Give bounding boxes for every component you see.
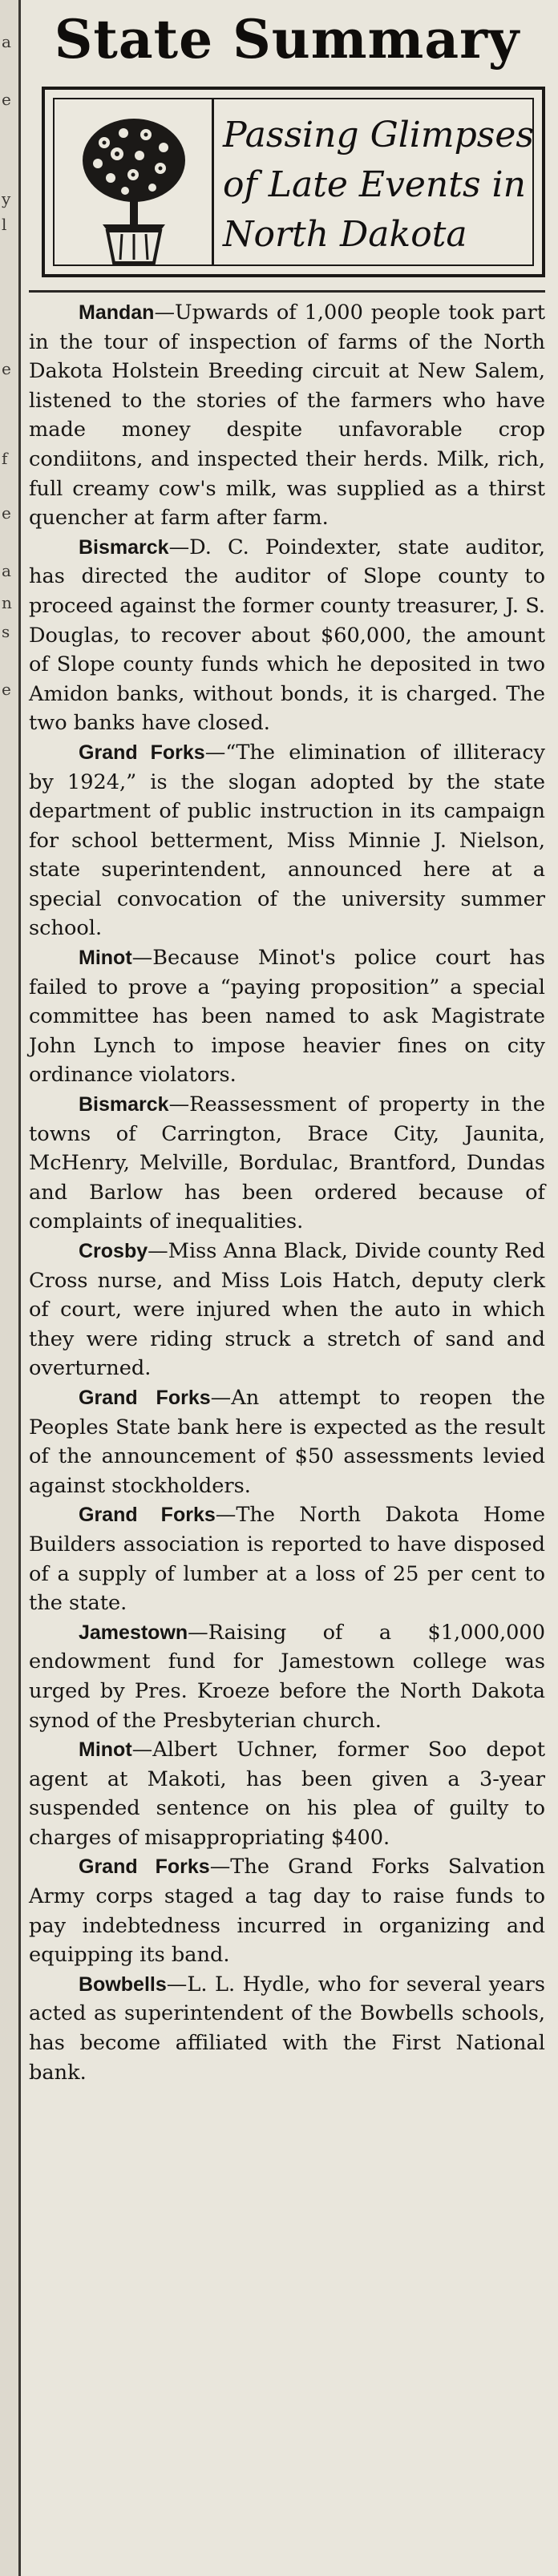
- news-items: [29, 298, 545, 2087]
- news-body: D. C. Poindexter, state auditor, has directed the auditor of Slope county to proceed against the former county treasurer, J. S. Douglas, to recover about $60,000, the amount of Slope county funds which he deposited in two Amidon banks, without bonds, it is charged. The two banks have closed.: [29, 535, 545, 736]
- dateline: Minot: [79, 947, 132, 970]
- banner-line: of Late Events in: [223, 164, 526, 205]
- dateline: Mandan: [79, 301, 155, 324]
- banner-line: North Dakota: [223, 214, 467, 255]
- banner-frame: [53, 98, 534, 266]
- news-item: Mandan—Upwards of 1,000 people took part in the tour of inspection of farms of the North Dakota Holstein Breeding circuit at New Salem, listened to the stories of the farmers who have made money despite unfavorable crop condiitons, and inspected their herds. Milk, rich, full creamy cow's milk, was supplied as a thirst quencher at farm after farm.: [29, 301, 545, 531]
- news-body: Albert Uchner, former Soo depot agent at Makoti, has been given a 3-year suspended sentence on his plea of guilty to charges of misappropriating $400.: [29, 1738, 545, 1850]
- gutter-letter: a: [2, 32, 11, 51]
- dateline: Grand Forks: [79, 1504, 216, 1527]
- gutter-letter: e: [2, 359, 11, 378]
- gutter-letter: n: [2, 593, 12, 612]
- gutter-letter: y: [2, 189, 11, 208]
- dateline: Grand Forks: [79, 741, 205, 764]
- news-body: Raising of a $1,000,000 endowment fund for Jamestown college was urged by Pres. Kroeze before the North Dakota synod of the Presbyterian church.: [29, 1620, 545, 1733]
- news-item: Bowbells—L. L. Hydle, who for several years acted as superintendent of the Bowbells schools, has become affiliated with the First National bank.: [29, 1972, 545, 2085]
- dateline: Minot: [79, 1738, 132, 1762]
- news-item: Bismarck—Reassessment of property in the towns of Carrington, Brace City, Jaunita, McHenry, Melville, Bordulac, Brantford, Dundas and Barlow has been ordered because of complaints of inequalities.: [29, 1092, 545, 1234]
- news-item: Grand Forks—The Grand Forks Salvation Army corps staged a tag day to raise funds to pay indebtedness incurred in organizing and equipping its band.: [29, 1855, 545, 1968]
- dateline: Crosby: [79, 1240, 148, 1262]
- news-body: Miss Anna Black, Divide county Red Cross nurse, and Miss Lois Hatch, deputy clerk of court, were injured when the auto in which they were riding struck a stretch of sand and overturned.: [29, 1239, 545, 1381]
- dateline: Grand Forks: [79, 1386, 211, 1409]
- potted-tree-icon: [66, 111, 202, 268]
- news-item: Crosby—Miss Anna Black, Divide county Red Cross nurse, and Miss Lois Hatch, deputy clerk of court, were injured when the auto in which they were riding struck a stretch of sand and overturned.: [29, 1239, 545, 1381]
- news-item: Grand Forks—The North Dakota Home Builders association is reported to have disposed of a supply of lumber at a loss of 25 per cent to the state.: [29, 1503, 545, 1616]
- news-body: “The elimination of illiteracy by 1924,” is the slogan adopted by the state department of public instruction in its campaign for school betterment, Miss Minnie J. Nielson, state superintendent, announced here at a special convocation of the university summer school.: [29, 740, 545, 941]
- headline-banner: [42, 87, 545, 277]
- gutter-letter: l: [2, 215, 7, 234]
- news-item: Grand Forks—“The elimination of illiteracy by 1924,” is the slogan adopted by the state department of public instruction in its campaign for school betterment, Miss Minnie J. Nielson, state superintendent, announced here at a special convocation of the university summer school.: [29, 740, 545, 941]
- gutter-letter: f: [2, 449, 8, 468]
- banner-headline: [223, 111, 536, 260]
- news-item: Jamestown—Raising of a $1,000,000 endowment fund for Jamestown college was urged by Pres. Kroeze before the North Dakota synod of the Presbyterian church.: [29, 1620, 545, 1733]
- dateline: Grand Forks: [79, 1855, 210, 1879]
- gutter-letter: s: [2, 622, 10, 641]
- dateline: Bismarck: [79, 1093, 169, 1116]
- news-item: Grand Forks—An attempt to reopen the Peoples State bank here is expected as the result of the announcement of $50 assessments levied against stockholders.: [29, 1385, 545, 1498]
- masthead-title: State Summary: [54, 8, 520, 71]
- news-body: Because Minot's police court has failed to prove a “paying proposition” a special committee has been named to ask Magistrate John Lynch to impose heavier fines on city ordinance violators.: [29, 946, 545, 1088]
- banner-line: Passing Glimpses: [223, 115, 534, 155]
- dateline: Jamestown: [79, 1621, 188, 1644]
- gutter-letter: a: [2, 561, 11, 580]
- news-body: L. L. Hydle, who for several years acted as superintendent of the Bowbells schools, has become affiliated with the First National bank.: [29, 1972, 545, 2085]
- dateline: Bowbells: [79, 1972, 167, 1996]
- section-rule: [29, 290, 545, 293]
- banner-divider: [212, 99, 214, 264]
- gutter-letter: e: [2, 503, 11, 523]
- news-item: Minot—Albert Uchner, former Soo depot agent at Makoti, has been given a 3-year suspended sentence on his plea of guilty to charges of misappropriating $400.: [29, 1738, 545, 1850]
- adjacent-column-edge: [0, 0, 21, 2576]
- gutter-letter: e: [2, 680, 11, 699]
- news-body: The Grand Forks Salvation Army corps staged a tag day to raise funds to pay indebtedness incurred in organizing and equipping its band.: [29, 1855, 545, 1968]
- news-body: Reassessment of property in the towns of Carrington, Brace City, Jaunita, McHenry, Melville, Bordulac, Brantford, Dundas and Barlow has been ordered because of complaints of inequalities.: [29, 1092, 545, 1234]
- gutter-letter: e: [2, 90, 11, 109]
- state-summary-column: [29, 0, 545, 2576]
- news-body: An attempt to reopen the Peoples State bank here is expected as the result of the announcement of $50 assessments levied against stockholders.: [29, 1385, 545, 1498]
- news-body: Upwards of 1,000 people took part in the tour of inspection of farms of the North Dakota Holstein Breeding circuit at New Salem, listened to the stories of the farmers who have made money despite unfavorable crop condiitons, and inspected their herds. Milk, rich, full creamy cow's milk, was supplied as a thirst quencher at farm after farm.: [29, 301, 545, 531]
- dateline: Bismarck: [79, 535, 169, 559]
- news-item: Bismarck—D. C. Poindexter, state auditor, has directed the auditor of Slope county to proceed against the former county treasurer, J. S. Douglas, to recover about $60,000, the amount of Slope county funds which he deposited in two Amidon banks, without bonds, it is charged. The two banks have closed.: [29, 535, 545, 736]
- news-body: The North Dakota Home Builders association is reported to have disposed of a supply of lumber at a loss of 25 per cent to the state.: [29, 1503, 545, 1616]
- news-item: Minot—Because Minot's police court has failed to prove a “paying proposition” a special committee has been named to ask Magistrate John Lynch to impose heavier fines on city ordinance violators.: [29, 946, 545, 1088]
